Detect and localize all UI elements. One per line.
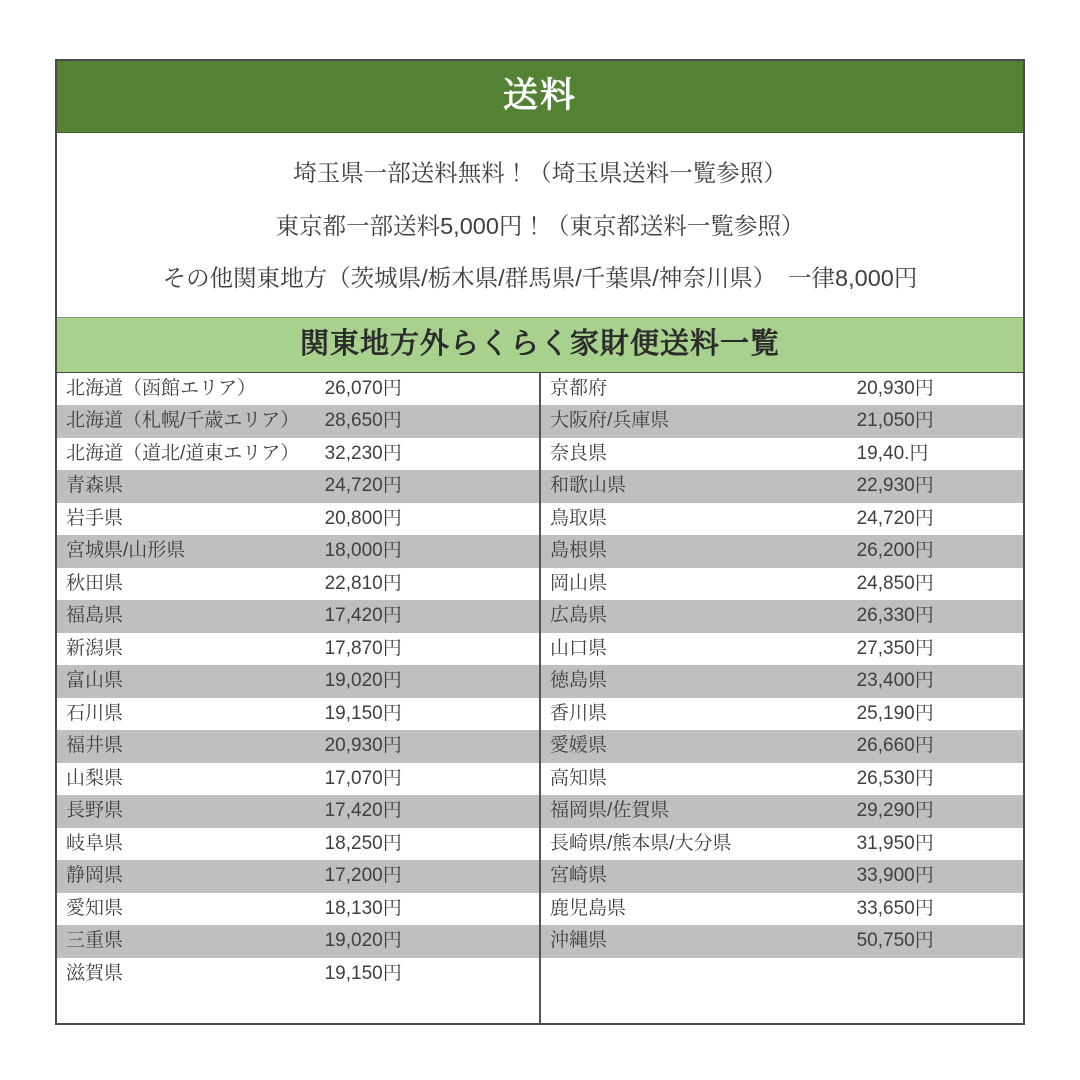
table-bottom-spacer [541,990,1023,1023]
region-name-cell: 島根県 [541,535,801,568]
region-price-cell [801,568,1023,601]
region-name-cell: 山口県 [541,633,801,666]
region-name-cell: 静岡県 [57,860,317,893]
fee-column-left [57,373,539,1023]
table-row [57,438,539,471]
table-row [57,730,539,763]
region-name-cell: 宮崎県 [541,860,801,893]
region-price-cell [801,860,1023,893]
table-row [541,600,1023,633]
region-name-cell: 大阪府/兵庫県 [541,405,801,438]
region-price-cell [317,373,539,406]
price-value: 33,900円 [856,865,934,887]
region-price-cell [801,535,1023,568]
price-value: 24,720円 [856,507,934,529]
intro-line-saitama: 埼玉県一部送料無料！（埼玉県送料一覧参照） [293,160,787,186]
table-row [57,828,539,861]
region-price-cell [801,600,1023,633]
price-value: 50,750円 [856,930,934,952]
table-row [541,925,1023,958]
region-name-cell: 滋賀県 [57,958,317,991]
region-price-cell [801,828,1023,861]
section-title-kanto-gai: 関東地方外らくらく家財便送料一覧 [57,317,1023,373]
fee-column-right [539,373,1023,1023]
region-name-cell: 和歌山県 [541,470,801,503]
region-name-cell: 青森県 [57,470,317,503]
price-value: 28,650円 [324,410,402,432]
region-price-cell [317,568,539,601]
region-name-cell [541,958,801,991]
region-name-cell: 石川県 [57,698,317,731]
region-price-cell [317,828,539,861]
price-value: 26,530円 [856,767,934,789]
region-price-cell [317,470,539,503]
region-price-cell [801,438,1023,471]
price-value: 17,420円 [324,800,402,822]
region-price-cell [801,730,1023,763]
region-name-cell: 岐阜県 [57,828,317,861]
region-price-cell [801,503,1023,536]
region-price-cell [317,763,539,796]
price-value: 19,150円 [324,702,402,724]
region-price-cell [317,535,539,568]
region-price-cell [801,633,1023,666]
price-value: 18,000円 [324,540,402,562]
table-row [541,470,1023,503]
price-value: 32,230円 [324,442,402,464]
price-value: 20,800円 [324,507,402,529]
table-row [541,568,1023,601]
price-value: 17,420円 [324,605,402,627]
price-value: 25,190円 [856,702,934,724]
fee-table-grid [57,373,1023,1023]
table-row [541,405,1023,438]
spacer-cell [57,990,317,1023]
region-name-cell: 香川県 [541,698,801,731]
table-row [57,568,539,601]
table-bottom-spacer [57,990,539,1023]
price-value: 19,020円 [324,670,402,692]
region-price-cell [317,405,539,438]
price-value: 21,050円 [856,410,934,432]
price-value: 20,930円 [856,377,934,399]
region-price-cell [801,958,1023,991]
region-name-cell: 愛媛県 [541,730,801,763]
table-row [57,958,539,991]
table-row [541,958,1023,991]
table-row [57,535,539,568]
region-name-cell: 福島県 [57,600,317,633]
region-price-cell [317,438,539,471]
price-value: 24,850円 [856,572,934,594]
price-value: 33,650円 [856,897,934,919]
region-price-cell [317,633,539,666]
region-name-cell: 福岡県/佐賀県 [541,795,801,828]
region-name-cell: 北海道（札幌/千歳エリア） [57,405,317,438]
page-title: 送料 [57,61,1023,133]
table-row [57,698,539,731]
region-name-cell: 富山県 [57,665,317,698]
table-row [541,730,1023,763]
table-row [541,828,1023,861]
table-row [541,893,1023,926]
region-name-cell: 長野県 [57,795,317,828]
table-row [541,698,1023,731]
region-price-cell [801,893,1023,926]
table-row [541,373,1023,406]
price-value: 23,400円 [856,670,934,692]
region-name-cell: 京都府 [541,373,801,406]
table-row [57,373,539,406]
spacer-cell [801,990,1023,1023]
price-value: 19,40.円 [856,442,929,464]
region-price-cell [801,698,1023,731]
price-value: 17,870円 [324,637,402,659]
region-name-cell: 鳥取県 [541,503,801,536]
region-name-cell: 長崎県/熊本県/大分県 [541,828,801,861]
region-name-cell: 三重県 [57,925,317,958]
price-value: 18,130円 [324,897,402,919]
region-name-cell: 愛知県 [57,893,317,926]
table-row [57,665,539,698]
price-value: 29,290円 [856,800,934,822]
table-row [541,503,1023,536]
region-name-cell: 新潟県 [57,633,317,666]
intro-notes [57,133,1023,317]
price-value: 22,810円 [324,572,402,594]
region-price-cell [317,665,539,698]
spacer-cell [317,990,539,1023]
fee-table-left [57,373,539,1023]
region-price-cell [801,763,1023,796]
fee-table-right [541,373,1023,1023]
region-price-cell [317,795,539,828]
table-row [541,763,1023,796]
table-row [57,600,539,633]
region-price-cell [317,893,539,926]
region-price-cell [801,373,1023,406]
region-price-cell [801,470,1023,503]
price-value: 26,660円 [856,735,934,757]
intro-line-other-kanto: その他関東地方（茨城県/栃木県/群馬県/千葉県/神奈川県） 一律8,000円 [162,265,918,292]
region-price-cell [801,665,1023,698]
region-name-cell: 徳島県 [541,665,801,698]
price-value: 31,950円 [856,832,934,854]
table-row [541,535,1023,568]
region-price-cell [317,503,539,536]
table-row [57,633,539,666]
shipping-fee-card [55,59,1025,1025]
table-row [57,893,539,926]
region-name-cell: 宮城県/山形県 [57,535,317,568]
table-row [57,795,539,828]
price-value: 27,350円 [856,637,934,659]
region-name-cell: 福井県 [57,730,317,763]
region-name-cell: 鹿児島県 [541,893,801,926]
region-name-cell: 北海道（道北/道東エリア） [57,438,317,471]
price-value: 26,070円 [324,377,402,399]
price-value: 20,930円 [324,735,402,757]
table-row [57,470,539,503]
table-row [57,405,539,438]
region-price-cell [801,405,1023,438]
price-value: 26,200円 [856,540,934,562]
region-name-cell: 広島県 [541,600,801,633]
table-row [541,860,1023,893]
table-row [541,633,1023,666]
region-price-cell [317,925,539,958]
table-row [57,763,539,796]
table-row [541,665,1023,698]
price-value: 17,070円 [324,767,402,789]
region-price-cell [317,860,539,893]
region-price-cell [317,600,539,633]
price-value: 19,020円 [324,930,402,952]
intro-line-tokyo: 東京都一部送料5,000円！（東京都送料一覧参照） [275,212,805,239]
region-name-cell: 秋田県 [57,568,317,601]
region-name-cell: 沖縄県 [541,925,801,958]
region-name-cell: 岡山県 [541,568,801,601]
table-row [57,925,539,958]
price-value: 18,250円 [324,832,402,854]
price-value: 22,930円 [856,475,934,497]
region-price-cell [801,925,1023,958]
price-value: 24,720円 [324,475,402,497]
region-name-cell: 北海道（函館エリア） [57,373,317,406]
region-name-cell: 岩手県 [57,503,317,536]
price-value: 17,200円 [324,865,402,887]
region-name-cell: 高知県 [541,763,801,796]
region-price-cell [317,698,539,731]
table-row [541,795,1023,828]
price-value: 19,150円 [324,962,402,984]
table-row [57,503,539,536]
spacer-cell [541,990,801,1023]
table-row [541,438,1023,471]
region-name-cell: 山梨県 [57,763,317,796]
region-price-cell [801,795,1023,828]
region-name-cell: 奈良県 [541,438,801,471]
region-price-cell [317,730,539,763]
price-value: 26,330円 [856,605,934,627]
region-price-cell [317,958,539,991]
table-row [57,860,539,893]
